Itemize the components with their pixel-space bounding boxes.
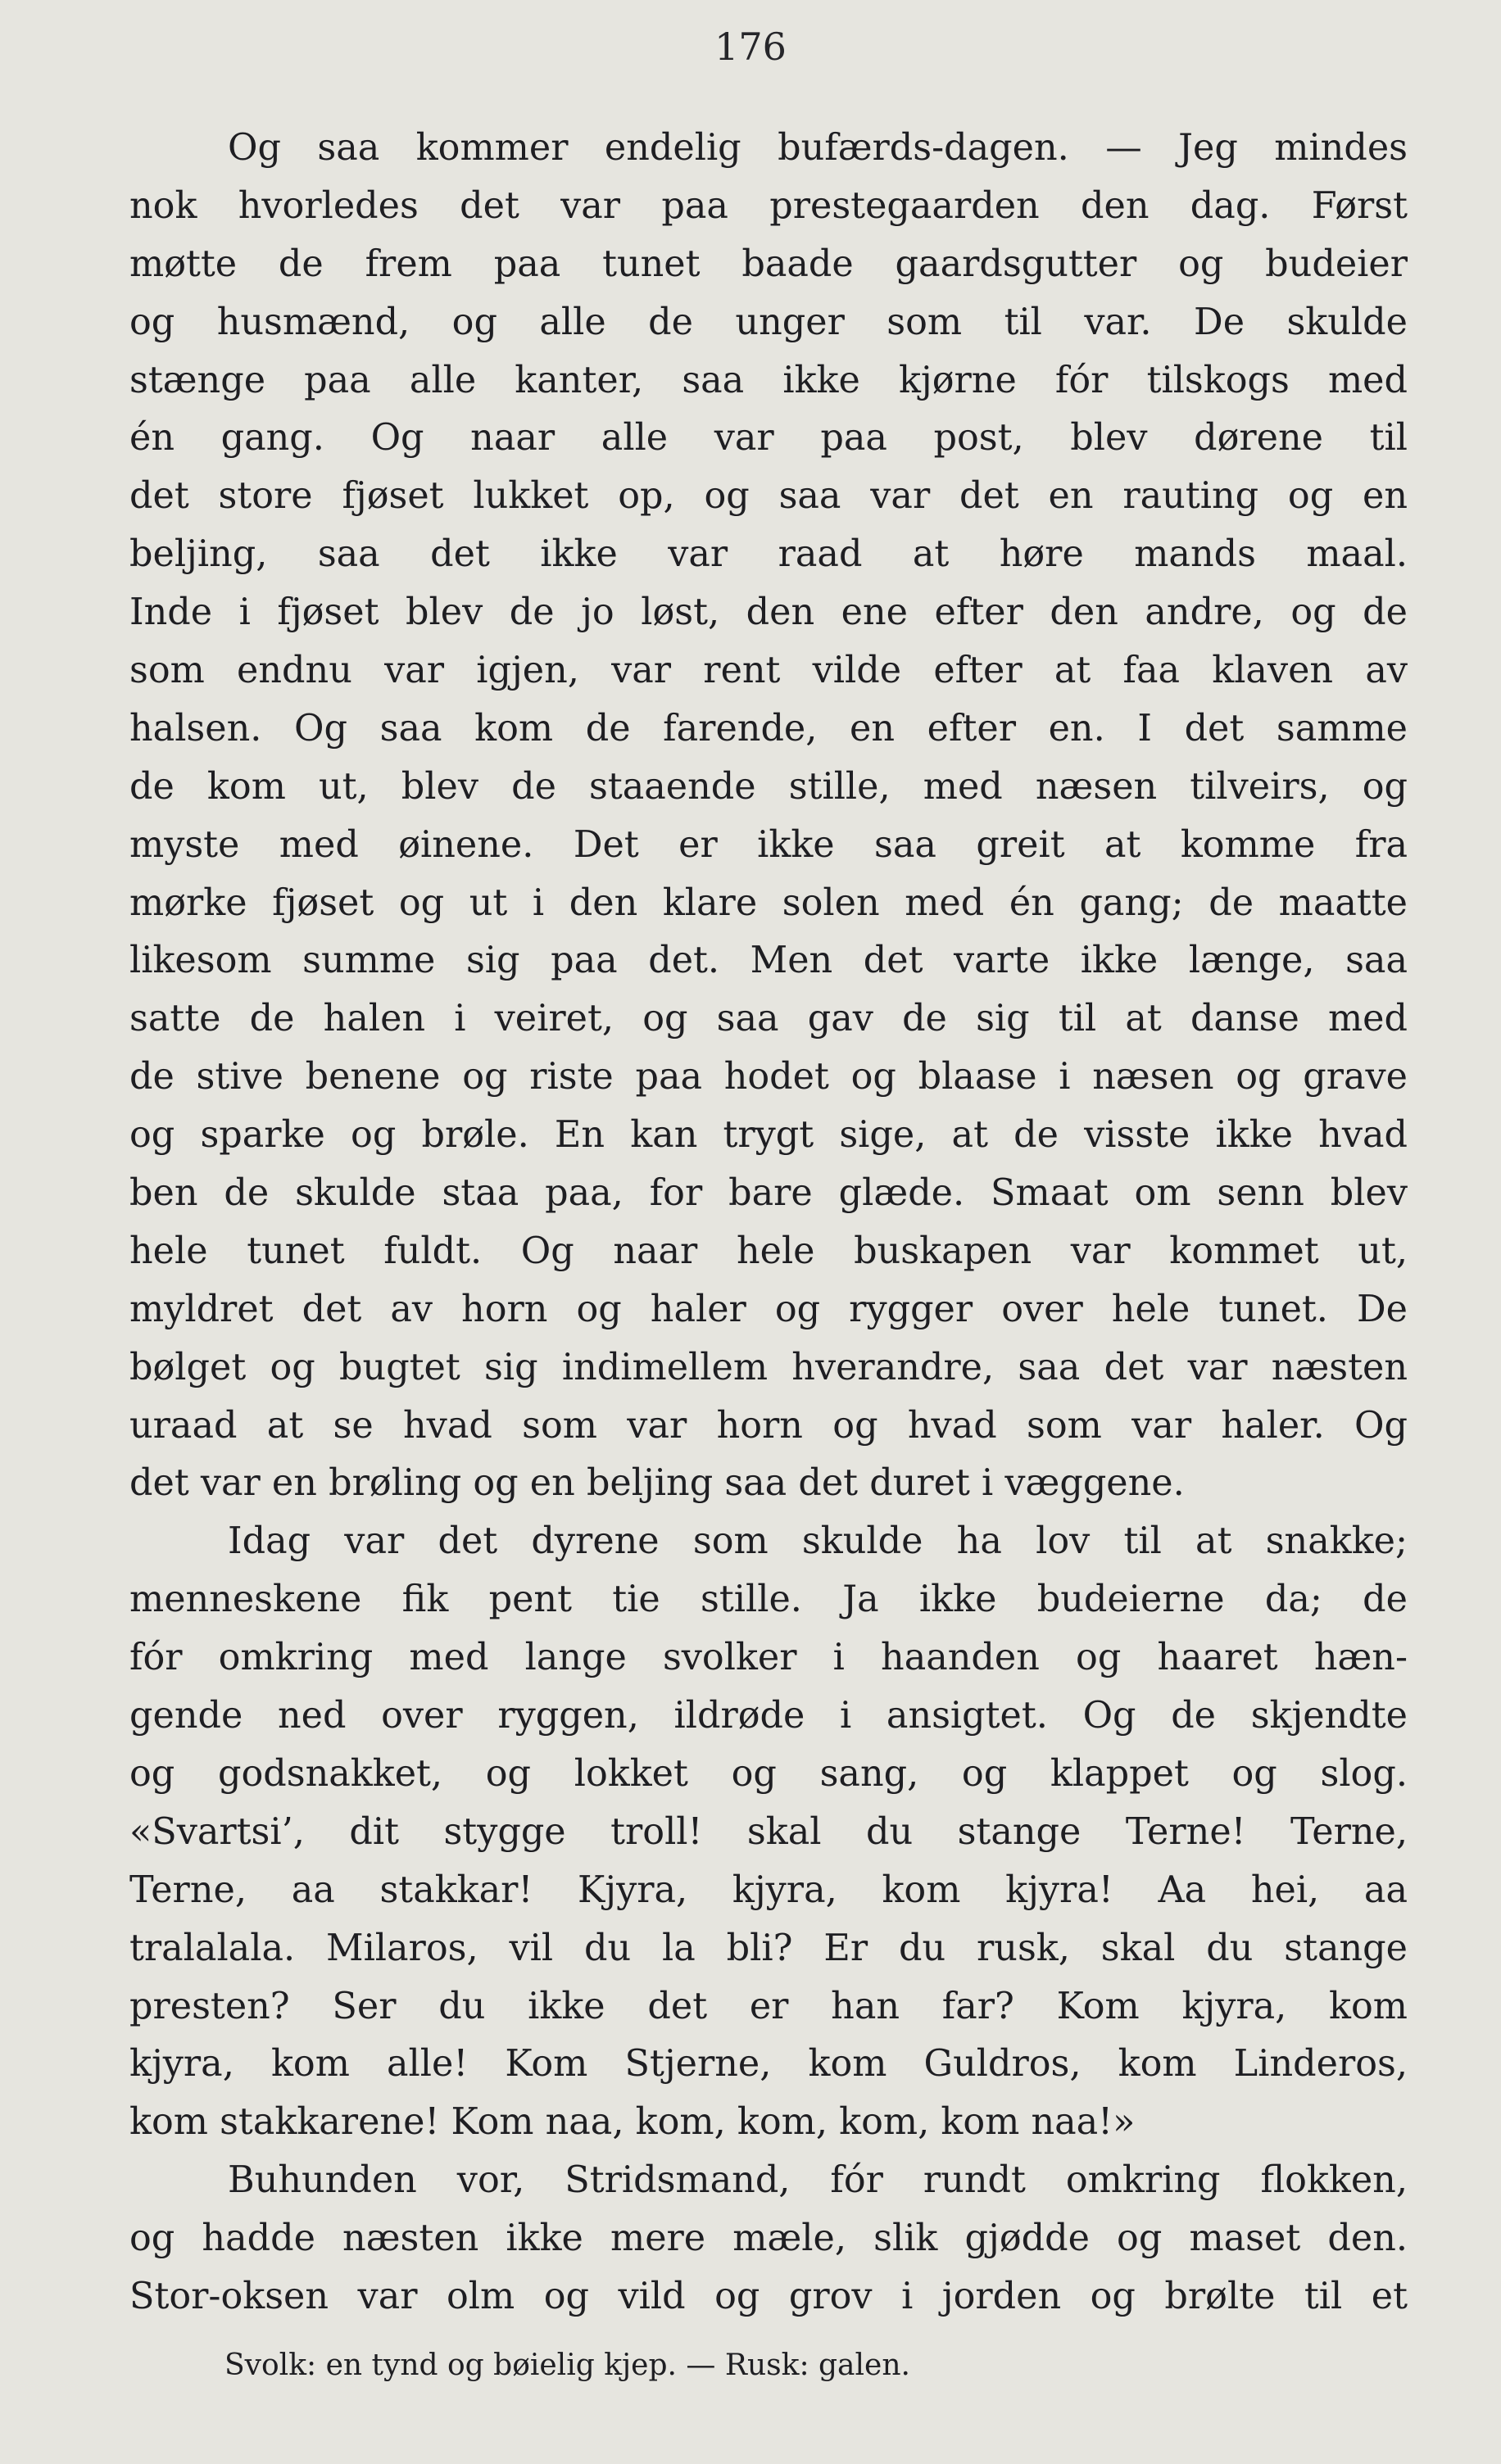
text-line: og hadde næsten ikke mere mæle, slik gjødde og maset den.	[129, 2217, 1408, 2260]
text-line: uraad at se hvad som var horn og hvad som var haler. Og	[129, 1404, 1408, 1447]
text-line: kjyra, kom alle! Kom Stjerne, kom Guldros, kom Linderos,	[129, 2043, 1408, 2086]
text-line: Terne, aa stakkar! Kjyra, kjyra, kom kjyra! Aa hei, aa	[129, 1868, 1408, 1911]
body-text	[129, 120, 1408, 2326]
text-line: kom stakkarene! Kom naa, kom, kom, kom, kom naa!»	[129, 2101, 1136, 2144]
text-line: én gang. Og naar alle var paa post, blev dørene til	[129, 417, 1408, 460]
text-line: myste med øinene. Det er ikke saa greit at komme fra	[129, 823, 1408, 866]
text-line: stænge paa alle kanter, saa ikke kjørne fór tilskogs med	[129, 359, 1408, 401]
text-line: de kom ut, blev de staaende stille, med næsen tilveirs, og	[129, 765, 1408, 808]
text-line: møtte de frem paa tunet baade gaardsgutter og budeier	[129, 242, 1408, 285]
text-line: halsen. Og saa kom de farende, en efter en. I det samme	[129, 707, 1408, 750]
text-line: myldret det av horn og haler og rygger over hele tunet. De	[129, 1288, 1408, 1330]
text-line: tralalala. Milaros, vil du la bli? Er du rusk, skal du stange	[129, 1927, 1408, 1969]
text-line: det var en brøling og en beljing saa det duret i væggene.	[129, 1462, 1185, 1505]
text-line: nok hvorledes det var paa prestegaarden den dag. Først	[129, 184, 1408, 227]
text-line: satte de halen i veiret, og saa gav de sig til at danse med	[129, 998, 1408, 1040]
text-line: og sparke og brøle. En kan trygt sige, at de visste ikke hvad	[129, 1114, 1408, 1157]
text-line: hele tunet fuldt. Og naar hele buskapen var kommet ut,	[129, 1230, 1408, 1272]
text-line: Inde i fjøset blev de jo løst, den ene efter den andre, og de	[129, 591, 1408, 634]
text-line: de stive benene og riste paa hodet og blaase i næsen og grave	[129, 1056, 1408, 1098]
text-line: og godsnakket, og lokket og sang, og klappet og slog.	[129, 1752, 1408, 1795]
text-line: fór omkring med lange svolker i haanden og haaret hæn-	[129, 1637, 1408, 1679]
text-line: Buhunden vor, Stridsmand, fór rundt omkring flokken,	[228, 2159, 1408, 2202]
text-line: Idag var det dyrene som skulde ha lov til at snakke;	[228, 1520, 1408, 1563]
text-line: som endnu var igjen, var rent vilde efter at faa klaven av	[129, 650, 1408, 692]
text-line: beljing, saa det ikke var raad at høre mands maal.	[129, 533, 1408, 576]
text-line: «Svartsi’, dit stygge troll! skal du stange Terne! Terne,	[129, 1810, 1408, 1853]
text-line: Stor-oksen var olm og vild og grov i jorden og brølte til et	[129, 2275, 1408, 2317]
text-line: presten? Ser du ikke det er han far? Kom kjyra, kom	[129, 1985, 1408, 2027]
text-line: og husmænd, og alle de unger som til var. De skulde	[129, 301, 1408, 343]
text-line: menneskene fik pent tie stille. Ja ikke budeierne da; de	[129, 1578, 1408, 1621]
text-line: mørke fjøset og ut i den klare solen med én gang; de maatte	[129, 881, 1408, 924]
footnote: Svolk: en tynd og bøielig kjep. — Rusk: galen.	[224, 2348, 910, 2382]
text-line: det store fjøset lukket op, og saa var det en rauting og en	[129, 475, 1408, 518]
page-number: 176	[714, 25, 787, 69]
text-line: Og saa kommer endelig bufærds-dagen. — Jeg mindes	[228, 127, 1408, 169]
text-line: gende ned over ryggen, ildrøde i ansigtet. Og de skjendte	[129, 1695, 1408, 1737]
text-line: ben de skulde staa paa, for bare glæde. Smaat om senn blev	[129, 1172, 1408, 1215]
text-line: likesom summe sig paa det. Men det varte ikke længe, saa	[129, 940, 1408, 982]
text-line: bølget og bugtet sig indimellem hverandre, saa det var næsten	[129, 1346, 1408, 1388]
